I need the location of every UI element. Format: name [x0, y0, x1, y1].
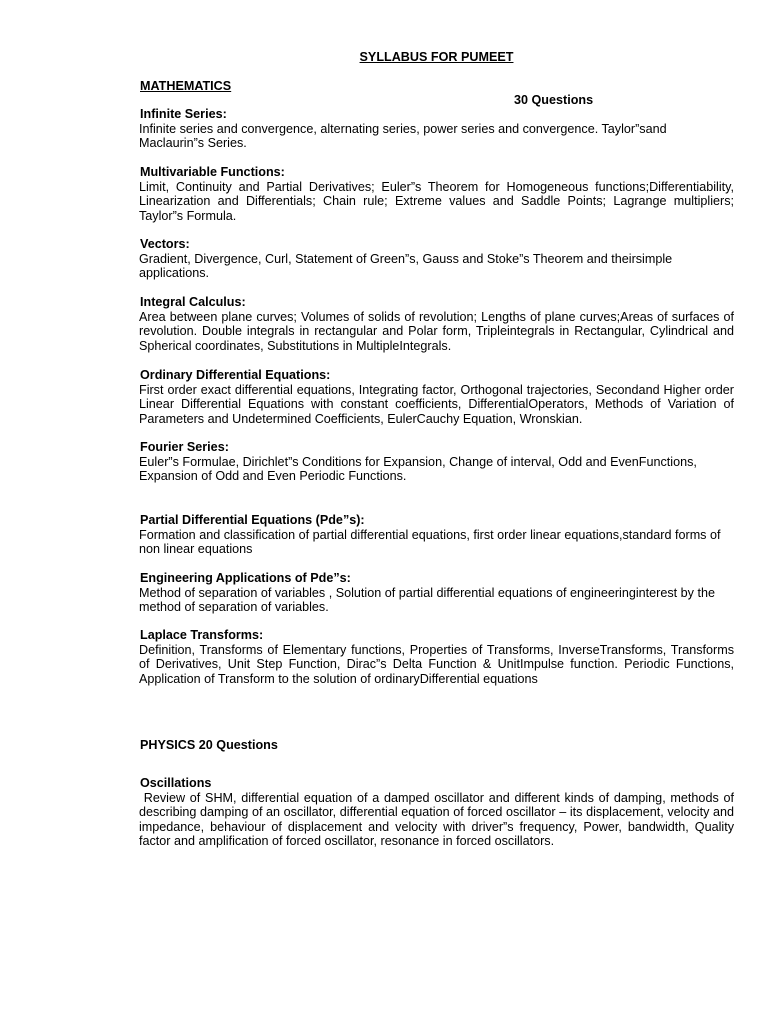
section-engineering-applications-of-pdes [139, 571, 734, 615]
section-body: Method of separation of variables , Solution of partial differential equations of engineeringinterest by the method of separation of variables. [139, 585, 715, 615]
section-laplace-transforms [139, 628, 734, 686]
section-heading: Oscillations [140, 776, 212, 790]
section-heading: Multivariable Functions: [140, 165, 285, 179]
section-heading: Integral Calculus: [140, 295, 246, 309]
section-heading: Vectors: [140, 237, 190, 251]
section-ordinary-differential-equations [139, 368, 734, 426]
section-vectors [139, 237, 734, 281]
section-body: Euler”s Formulae, Dirichlet”s Conditions for Expansion, Change of interval, Odd and EvenFunctions, Expansion of Odd and Even Periodic Functions. [139, 454, 697, 484]
section-oscillations [139, 776, 734, 849]
section-body: Formation and classification of partial differential equations, first order linear equations,standard forms of non linear equations [139, 527, 721, 557]
section-partial-differential-equations [139, 513, 734, 557]
section-body: Definition, Transforms of Elementary functions, Properties of Transforms, InverseTransforms, Transforms of Derivatives, Unit Step Function, Dirac”s Delta Function & UnitImpulse function. Periodic Functions, Application of Transform to the solution of ordinaryDifferential equations [139, 642, 734, 686]
section-infinite-series [139, 107, 734, 151]
section-body: First order exact differential equations, Integrating factor, Orthogonal trajectories, Secondand Higher order Linear Differential Equations with constant coefficients, DifferentialOperators, Methods of Variation of Parameters and Undetermined Coefficients, EulerCauchy Equation, Wronskian. [139, 382, 734, 426]
section-heading: Partial Differential Equations (Pde”s): [140, 513, 365, 527]
section-heading: Engineering Applications of Pde”s: [140, 571, 351, 585]
section-body: Infinite series and convergence, alternating series, power series and convergence. Taylor”sand Maclaurin”s Series. [139, 121, 667, 151]
section-integral-calculus [139, 295, 734, 353]
section-fourier-series [139, 440, 734, 484]
section-heading: Infinite Series: [140, 107, 227, 121]
section-heading: Fourier Series: [140, 440, 229, 454]
section-body: Area between plane curves; Volumes of solids of revolution; Lengths of plane curves;Areas of surfaces of revolution. Double integrals in rectangular and Polar form, Tripleintegrals in Rectangular, Cylindrical and Spherical coordinates, Substitutions in MultipleIntegrals. [139, 309, 734, 353]
section-body: Gradient, Divergence, Curl, Statement of Green”s, Gauss and Stoke”s Theorem and theirsimple applications. [139, 251, 673, 281]
document-title: SYLLABUS FOR PUMEET [359, 50, 514, 64]
mathematics-heading: MATHEMATICS [140, 79, 232, 93]
section-multivariable-functions [139, 165, 734, 223]
section-body: Limit, Continuity and Partial Derivatives; Euler”s Theorem for Homogeneous functions;Differentiability, Linearization and Differentials; Chain rule; Extreme values and Saddle Points; Lagrange multipliers; Taylor”s Formula. [139, 179, 734, 223]
section-heading: Laplace Transforms: [140, 628, 264, 642]
physics-heading: PHYSICS 20 Questions [140, 738, 278, 752]
mathematics-question-count: 30 Questions [514, 93, 594, 107]
section-body: Review of SHM, differential equation of a damped oscillator and different kinds of damping, methods of describing damping of an oscillator, differential equation of forced oscillator – its displacement, velocity and impedance, behaviour of displacement and velocity with driver”s frequency, Power, bandwidth, Quality factor and amplification of forced oscillator, resonance in forced oscillators. [139, 790, 734, 849]
section-heading: Ordinary Differential Equations: [140, 368, 331, 382]
